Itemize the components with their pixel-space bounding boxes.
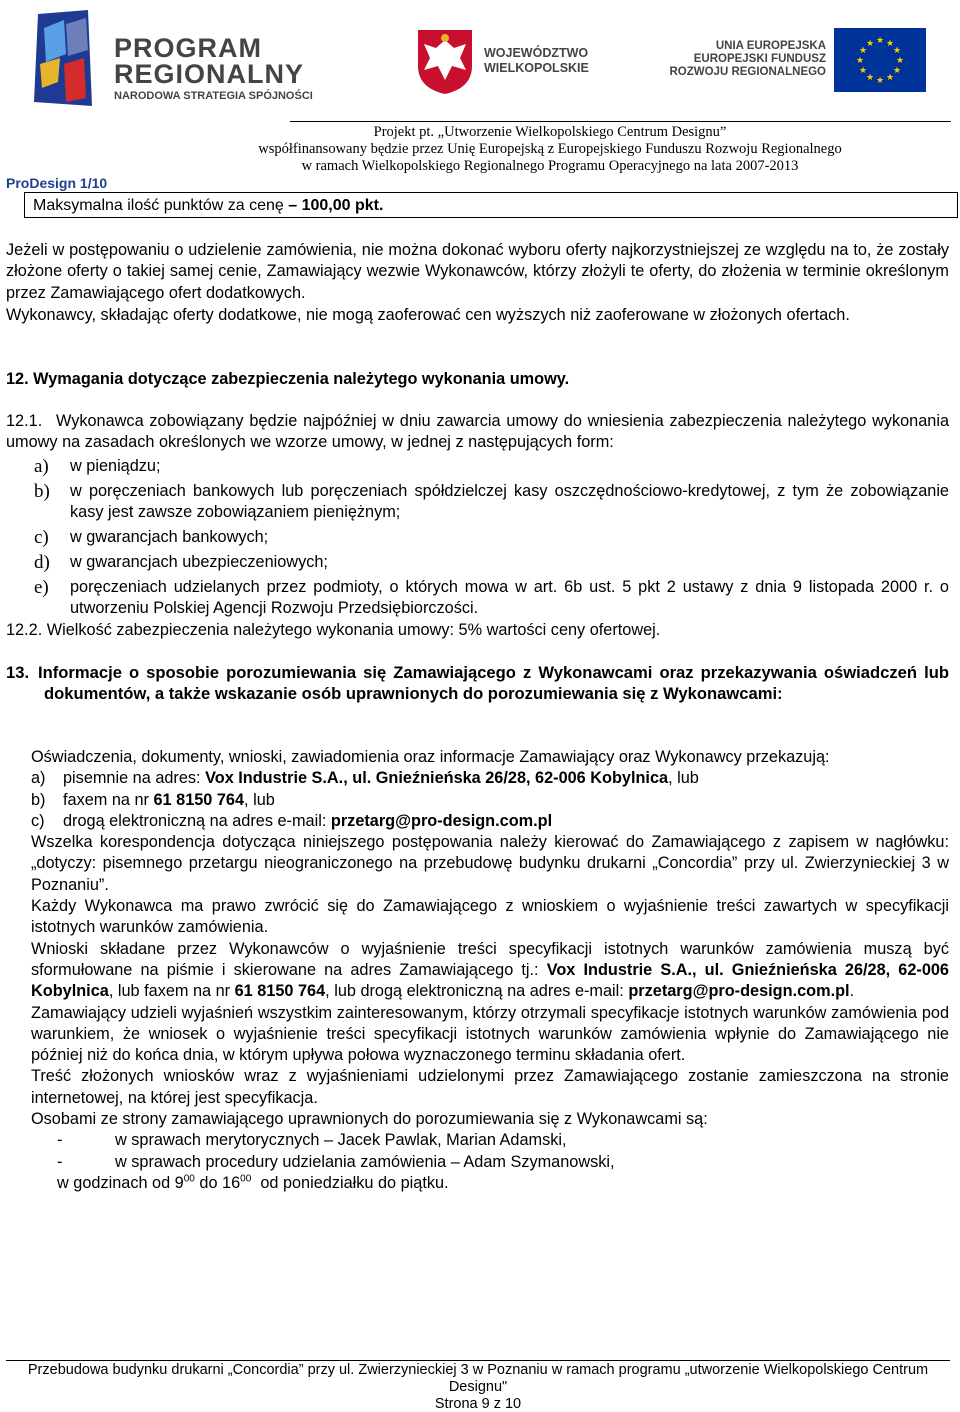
list-item-marker: a) bbox=[34, 456, 49, 477]
section-13-number: 13. bbox=[6, 663, 30, 682]
list-item bbox=[57, 1130, 949, 1151]
section-13-heading bbox=[6, 662, 949, 705]
paragraph-additional-offers: Wykonawcy, składając oferty dodatkowe, nie mogą zaoferować cen wyższych niż zaoferowane w złożonych ofertach. bbox=[6, 306, 850, 324]
list-item bbox=[31, 790, 949, 811]
list-item bbox=[32, 456, 949, 477]
logo-right-line3: ROZWOJU REGIONALNEGO bbox=[669, 66, 826, 78]
section-12-2-number: 12.2. bbox=[6, 621, 43, 639]
list-item bbox=[32, 527, 949, 548]
svg-text:★: ★ bbox=[895, 56, 905, 66]
paragraph-answers: Zamawiający udzieli wyjaśnień wszystkim zainteresowanym, którzy otrzymali specyfikacje istotnych warunków zamówienia pod warunkiem, że wniosek o wyjaśnienie treści specyfikacji istotnych warunków zamówienia wpłynie do Zamawiającego nie później niż do końca dnia, w którym upływa połowa wyznaczonego terminu składania ofert. bbox=[31, 1003, 949, 1065]
section-13-heading-text: Informacje o sposobie porozumiewania się Zamawiającego z Wykonawcami oraz przekazywania oświadczeń lub dokumentów, a także wskazanie osób uprawnionych do porozumiewania się z Wykonawcami: bbox=[38, 663, 949, 704]
project-line-3: w ramach Wielkopolskiego Regionalnego Programu Operacyjnego na lata 2007-2013 bbox=[301, 158, 799, 174]
svg-text:★: ★ bbox=[885, 39, 895, 49]
list-item-marker: - bbox=[57, 1152, 63, 1171]
list-item-text: w sprawach merytorycznych – Jacek Pawlak, Marian Adamski, bbox=[115, 1131, 567, 1150]
list-item-marker: a) bbox=[31, 769, 46, 788]
project-line-2: współfinansowany będzie przez Unię Europejską z Europejskiego Funduszu Rozwoju Regionalnego bbox=[258, 141, 842, 157]
paragraph-requests bbox=[31, 939, 949, 1003]
logo-left-line1: PROGRAM bbox=[114, 33, 262, 63]
list-item-bold: 61 8150 764 bbox=[153, 790, 245, 809]
svg-text:★: ★ bbox=[892, 66, 902, 76]
list-item bbox=[32, 552, 949, 573]
footer-line-1: Przebudowa budynku drukarni „Concordia” przy ul. Zwierzynieckiej 3 w Poznaniu w ramach programu „utworzenie Wielkopolskiego Centrum bbox=[27, 1362, 929, 1378]
max-points-value: 100,00 pkt. bbox=[301, 197, 384, 214]
list-item-suffix: , lub bbox=[244, 790, 275, 809]
list-item bbox=[32, 577, 949, 620]
paragraph-correspondence: Wszelka korespondencja dotycząca niniejszego postępowania należy kierować do Zamawiającego z zapisem w nagłówku: „dotyczy: pisemnego przetargu nieograniczonego na przebudowę budynku drukarni „Concordia” przy ul. Zwierzynieckiej 3 w Poznaniu”. bbox=[31, 833, 949, 894]
list-item bbox=[31, 811, 949, 832]
list-item-text: w sprawach procedury udzielania zamówienia – Adam Szymanowski, bbox=[115, 1152, 615, 1171]
list-item-marker: b) bbox=[31, 790, 46, 809]
list-item-marker: - bbox=[57, 1131, 63, 1150]
hours-text-c: od poniedziałku do piątku. bbox=[251, 1173, 449, 1192]
svg-text:★: ★ bbox=[855, 56, 865, 66]
office-hours bbox=[57, 1173, 949, 1194]
paragraph-persons: Osobami ze strony zamawiającego uprawnionych do porozumiewania się z Wykonawcami są: bbox=[31, 1110, 708, 1129]
paragraph-tie-offers: Jeżeli w postępowaniu o udzielenie zamówienia, nie można dokonać wyboru oferty najkorzystniejszej ze względu na to, że zostały złożone oferty o takiej samej cenie, Zamawiający wezwie Wykonawców, którzy złożyli te oferty, do złożenia w terminie określonym przez Zamawiającego ofert dodatkowych. bbox=[6, 241, 949, 302]
svg-text:★: ★ bbox=[892, 46, 902, 56]
max-points-dash: – bbox=[288, 197, 302, 214]
list-item-text: drogą elektroniczną na adres e-mail: bbox=[63, 811, 331, 830]
list-item-marker: d) bbox=[34, 552, 50, 573]
list-item-text: poręczeniach udzielanych przez podmioty, o których mowa w art. 6b ust. 5 pkt 2 ustawy z dnia 9 listopada 2000 r. o utworzeniu Polskiej Agencji Rozwoju Przedsiębiorczości. bbox=[70, 578, 949, 618]
section-12-2 bbox=[6, 620, 949, 641]
list-item-bold: przetarg@pro-design.com.pl bbox=[330, 811, 553, 830]
eagle-coat-of-arms-icon bbox=[414, 26, 476, 96]
svg-text:★: ★ bbox=[858, 46, 868, 56]
svg-text:★: ★ bbox=[875, 36, 885, 46]
svg-text:★: ★ bbox=[885, 73, 895, 83]
section-13-intro: Oświadczenia, dokumenty, wnioski, zawiadomienia oraz informacje Zamawiający oraz Wykonawcy przekazują: bbox=[31, 748, 830, 766]
svg-text:★: ★ bbox=[875, 76, 885, 86]
section-12-1-number: 12.1. bbox=[6, 412, 43, 430]
section-13-body bbox=[31, 747, 949, 1194]
requests-email: przetarg@pro-design.com.pl bbox=[628, 982, 850, 1001]
requests-text-c: , lub faxem na nr bbox=[108, 982, 235, 1001]
list-item-text: pisemnie na adres: bbox=[63, 769, 206, 788]
requests-text-a: Wnioski składane przez Wykonawców o wyjaśnienie treści specyfikacji istotnych warunków zamówienia muszą być sformułowane na piśmie i skierowane na adres Zamawiającego tj.: bbox=[31, 939, 949, 979]
footer-line-2: Designu" bbox=[448, 1379, 508, 1395]
list-item-marker: e) bbox=[34, 577, 49, 598]
eu-flag-icon bbox=[834, 28, 926, 92]
section-12-heading: 12. Wymagania dotyczące zabezpieczenia należytego wykonania umowy. bbox=[6, 370, 570, 388]
logo-mid-line2: WIELKOPOLSKIE bbox=[484, 61, 589, 75]
list-item-text: w gwarancjach ubezpieczeniowych; bbox=[70, 553, 328, 571]
paragraph-published: Treść złożonych wniosków wraz z wyjaśnieniami udzielonymi przez Zamawiającego zostanie zamieszczona na stronie internetowej, na której jest specyfikacja. bbox=[31, 1067, 949, 1107]
list-item-marker: b) bbox=[34, 481, 50, 502]
list-item-text: w gwarancjach bankowych; bbox=[70, 528, 269, 546]
logo-right-line1: UNIA EUROPEJSKA bbox=[715, 40, 826, 52]
eu-logo bbox=[650, 28, 930, 94]
section-12-1-text: Wykonawca zobowiązany będzie najpóźniej w dniu zawarcia umowy do wniesienia zabezpieczenia należytego wykonania umowy na zasadach określonych we wzorze umowy, w jednej z następujących form: bbox=[6, 412, 949, 452]
list-item-suffix: , lub bbox=[668, 769, 699, 788]
list-item-text: w poręczeniach bankowych lub poręczeniach spółdzielczej kasy oszczędnościowo-kredytowej, z tym że zobowiązanie kasy jest zawsze zobowiązaniem pieniężnym; bbox=[70, 482, 949, 522]
max-points-box bbox=[24, 192, 958, 218]
program-regionalny-logo bbox=[30, 10, 360, 110]
hours-text-a: w godzinach od 9 bbox=[57, 1173, 184, 1192]
svg-text:★: ★ bbox=[865, 73, 875, 83]
list-item-marker: c) bbox=[34, 527, 49, 548]
requests-fax: 61 8150 764 bbox=[234, 982, 326, 1001]
footer-rule bbox=[6, 1360, 950, 1361]
hours-sup-1: 00 bbox=[183, 1173, 195, 1185]
hours-text-b: do 16 bbox=[194, 1173, 241, 1192]
hours-sup-2: 00 bbox=[240, 1173, 252, 1185]
wojewodztwo-logo bbox=[414, 26, 594, 96]
logo-left-line2: REGIONALNY bbox=[114, 59, 305, 89]
list-item-text: faxem na nr bbox=[63, 790, 154, 809]
list-item-bold: Vox Industrie S.A., ul. Gnieźnieńska 26/28, 62-006 Kobylnica bbox=[205, 769, 669, 788]
paragraph-right-to-ask: Każdy Wykonawca ma prawo zwrócić się do Zamawiającego z wnioskiem o wyjaśnienie treści zawartych w specyfikacji istotnych warunków zamówienia. bbox=[31, 897, 949, 937]
page-number: Strona 9 z 10 bbox=[434, 1396, 522, 1412]
section-12-2-text: Wielkość zabezpieczenia należytego wykonania umowy: 5% wartości ceny ofertowej. bbox=[46, 621, 661, 639]
list-item bbox=[57, 1152, 949, 1173]
requests-text-e: . bbox=[849, 982, 855, 1001]
svg-text:★: ★ bbox=[858, 66, 868, 76]
list-item bbox=[32, 481, 949, 524]
requests-address: Vox Industrie S.A., ul. Gnieźnieńska 26/28, 62-006 Kobylnica bbox=[31, 960, 949, 1001]
list-item bbox=[31, 768, 949, 789]
list-item-marker: c) bbox=[31, 811, 45, 830]
svg-text:★: ★ bbox=[865, 39, 875, 49]
project-line-1: Projekt pt. „Utworzenie Wielkopolskiego Centrum Designu” bbox=[373, 124, 727, 140]
requests-text-d: , lub drogą elektroniczną na adres e-mail: bbox=[325, 982, 629, 1001]
logo-right-line2: EUROPEJSKI FUNDUSZ bbox=[693, 53, 826, 65]
max-points-text: Maksymalna ilość punktów za cenę bbox=[33, 197, 289, 214]
prodesign-label: ProDesign 1/10 bbox=[6, 175, 108, 191]
logo-mid-line1: WOJEWÓDZTWO bbox=[484, 46, 589, 60]
logo-left-line3: NARODOWA STRATEGIA SPÓJNOŚCI bbox=[114, 90, 313, 102]
header-rule bbox=[290, 121, 951, 122]
section-12-1 bbox=[6, 411, 949, 454]
list-item-text: w pieniądzu; bbox=[70, 457, 161, 475]
